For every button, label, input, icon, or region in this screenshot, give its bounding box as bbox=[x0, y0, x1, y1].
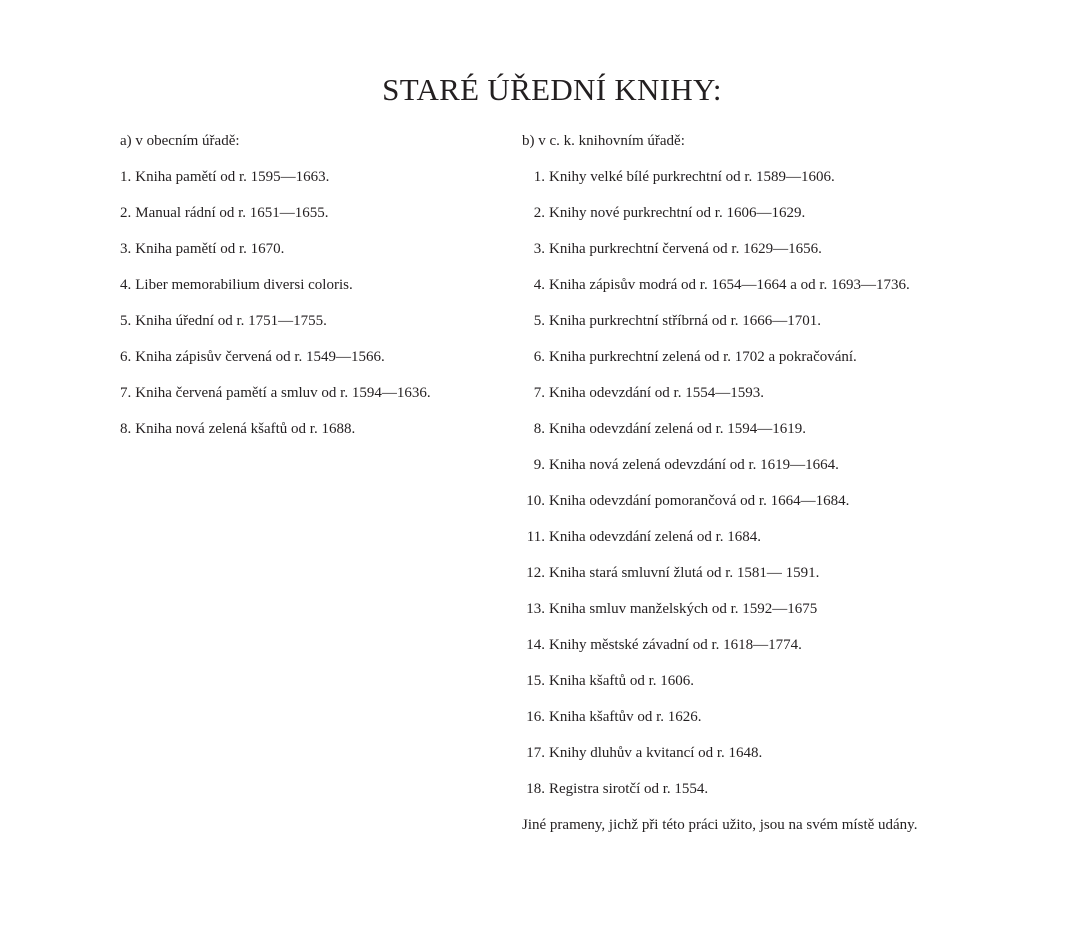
item-number: 4. bbox=[533, 277, 545, 293]
list-item bbox=[522, 419, 972, 455]
item-number: 9. bbox=[533, 457, 545, 473]
item-text: Kniha nová zelená odevzdání od r. 1619—1664. bbox=[549, 457, 839, 473]
item-number: 12. bbox=[526, 565, 545, 581]
item-text: Kniha úřední od r. 1751—1755. bbox=[135, 313, 327, 329]
list-item bbox=[120, 311, 500, 347]
item-text: Kniha kšaftů od r. 1606. bbox=[549, 673, 694, 689]
page-title: STARÉ ÚŘEDNÍ KNIHY: bbox=[382, 72, 722, 107]
list-item bbox=[522, 707, 972, 743]
list-item bbox=[522, 455, 972, 491]
item-text: Kniha zápisův červená od r. 1549—1566. bbox=[135, 349, 385, 365]
item-number: 8. bbox=[533, 421, 545, 437]
list-item bbox=[522, 563, 972, 599]
item-number: 8. bbox=[120, 421, 132, 437]
list-item bbox=[522, 275, 972, 311]
item-text: Kniha červená pamětí a smluv od r. 1594—1636. bbox=[135, 385, 431, 401]
item-number: 10. bbox=[526, 493, 545, 509]
item-text: Knihy městské závadní od r. 1618—1774. bbox=[549, 637, 802, 653]
item-text: Kniha zápisův modrá od r. 1654—1664 a od r. 1693—1736. bbox=[549, 277, 910, 293]
item-number: 15. bbox=[526, 673, 545, 689]
item-text: Knihy velké bílé purkrechtní od r. 1589—1606. bbox=[549, 169, 835, 185]
section-a-list bbox=[120, 167, 500, 455]
item-number: 7. bbox=[533, 385, 545, 401]
item-number: 4. bbox=[120, 277, 132, 293]
list-item bbox=[120, 419, 500, 455]
item-number: 5. bbox=[533, 313, 545, 329]
list-item bbox=[120, 383, 500, 419]
list-item bbox=[522, 167, 972, 203]
item-text: Registra sirotčí od r. 1554. bbox=[549, 781, 709, 797]
item-text: Kniha stará smluvní žlutá od r. 1581— 1591. bbox=[549, 565, 820, 581]
item-number: 1. bbox=[120, 169, 132, 185]
section-a bbox=[120, 131, 500, 455]
list-item bbox=[522, 311, 972, 347]
item-text: Kniha purkrechtní zelená od r. 1702 a pokračování. bbox=[549, 349, 857, 365]
item-number: 3. bbox=[120, 241, 132, 257]
item-number: 6. bbox=[533, 349, 545, 365]
item-text: Kniha pamětí od r. 1595—1663. bbox=[135, 169, 330, 185]
section-a-heading: a) v obecním úřadě: bbox=[120, 133, 240, 149]
list-item bbox=[120, 203, 500, 239]
item-number: 11. bbox=[526, 529, 545, 545]
section-b-heading: b) v c. k. knihovním úřadě: bbox=[522, 133, 685, 149]
list-item bbox=[522, 347, 972, 383]
item-number: 14. bbox=[526, 637, 545, 653]
item-number: 3. bbox=[533, 241, 545, 257]
list-item bbox=[120, 167, 500, 203]
item-text: Kniha nová zelená kšaftů od r. 1688. bbox=[135, 421, 356, 437]
section-b bbox=[522, 131, 972, 851]
list-item bbox=[522, 743, 972, 779]
item-number: 2. bbox=[120, 205, 132, 221]
item-number: 16. bbox=[526, 709, 545, 725]
item-number: 1. bbox=[533, 169, 545, 185]
item-number: 6. bbox=[120, 349, 132, 365]
item-number: 5. bbox=[120, 313, 132, 329]
item-text: Kniha odevzdání zelená od r. 1594—1619. bbox=[549, 421, 807, 437]
item-text: Kniha odevzdání pomorančová od r. 1664—1684. bbox=[549, 493, 850, 509]
item-number: 13. bbox=[526, 601, 545, 617]
item-number: 7. bbox=[120, 385, 132, 401]
item-text: Kniha purkrechtní červená od r. 1629—1656. bbox=[549, 241, 822, 257]
list-item bbox=[522, 671, 972, 707]
list-item bbox=[522, 599, 972, 635]
list-item bbox=[522, 635, 972, 671]
item-number: 2. bbox=[533, 205, 545, 221]
list-item bbox=[522, 383, 972, 419]
item-number: 17. bbox=[526, 745, 545, 761]
item-text: Liber memorabilium diversi coloris. bbox=[135, 277, 353, 293]
item-text: Knihy nové purkrechtní od r. 1606—1629. bbox=[549, 205, 806, 221]
item-text: Kniha odevzdání zelená od r. 1684. bbox=[549, 529, 762, 545]
list-item bbox=[522, 779, 972, 815]
section-b-list bbox=[522, 167, 972, 815]
item-text: Kniha purkrechtní stříbrná od r. 1666—1701. bbox=[549, 313, 822, 329]
item-text: Kniha smluv manželských od r. 1592—1675 bbox=[549, 601, 818, 617]
item-text: Kniha kšaftův od r. 1626. bbox=[549, 709, 702, 725]
item-text: Manual rádní od r. 1651—1655. bbox=[135, 205, 329, 221]
list-item bbox=[120, 239, 500, 275]
item-text: Kniha pamětí od r. 1670. bbox=[135, 241, 285, 257]
item-number: 18. bbox=[526, 781, 545, 797]
list-item bbox=[120, 347, 500, 383]
item-text: Knihy dluhův a kvitancí od r. 1648. bbox=[549, 745, 763, 761]
list-item bbox=[120, 275, 500, 311]
list-item bbox=[522, 203, 972, 239]
item-text: Kniha odevzdání od r. 1554—1593. bbox=[549, 385, 764, 401]
list-item bbox=[522, 239, 972, 275]
footnote: Jiné prameny, jichž při této práci užito, jsou na svém místě udány. bbox=[522, 817, 918, 833]
list-item bbox=[522, 527, 972, 563]
list-item bbox=[522, 491, 972, 527]
